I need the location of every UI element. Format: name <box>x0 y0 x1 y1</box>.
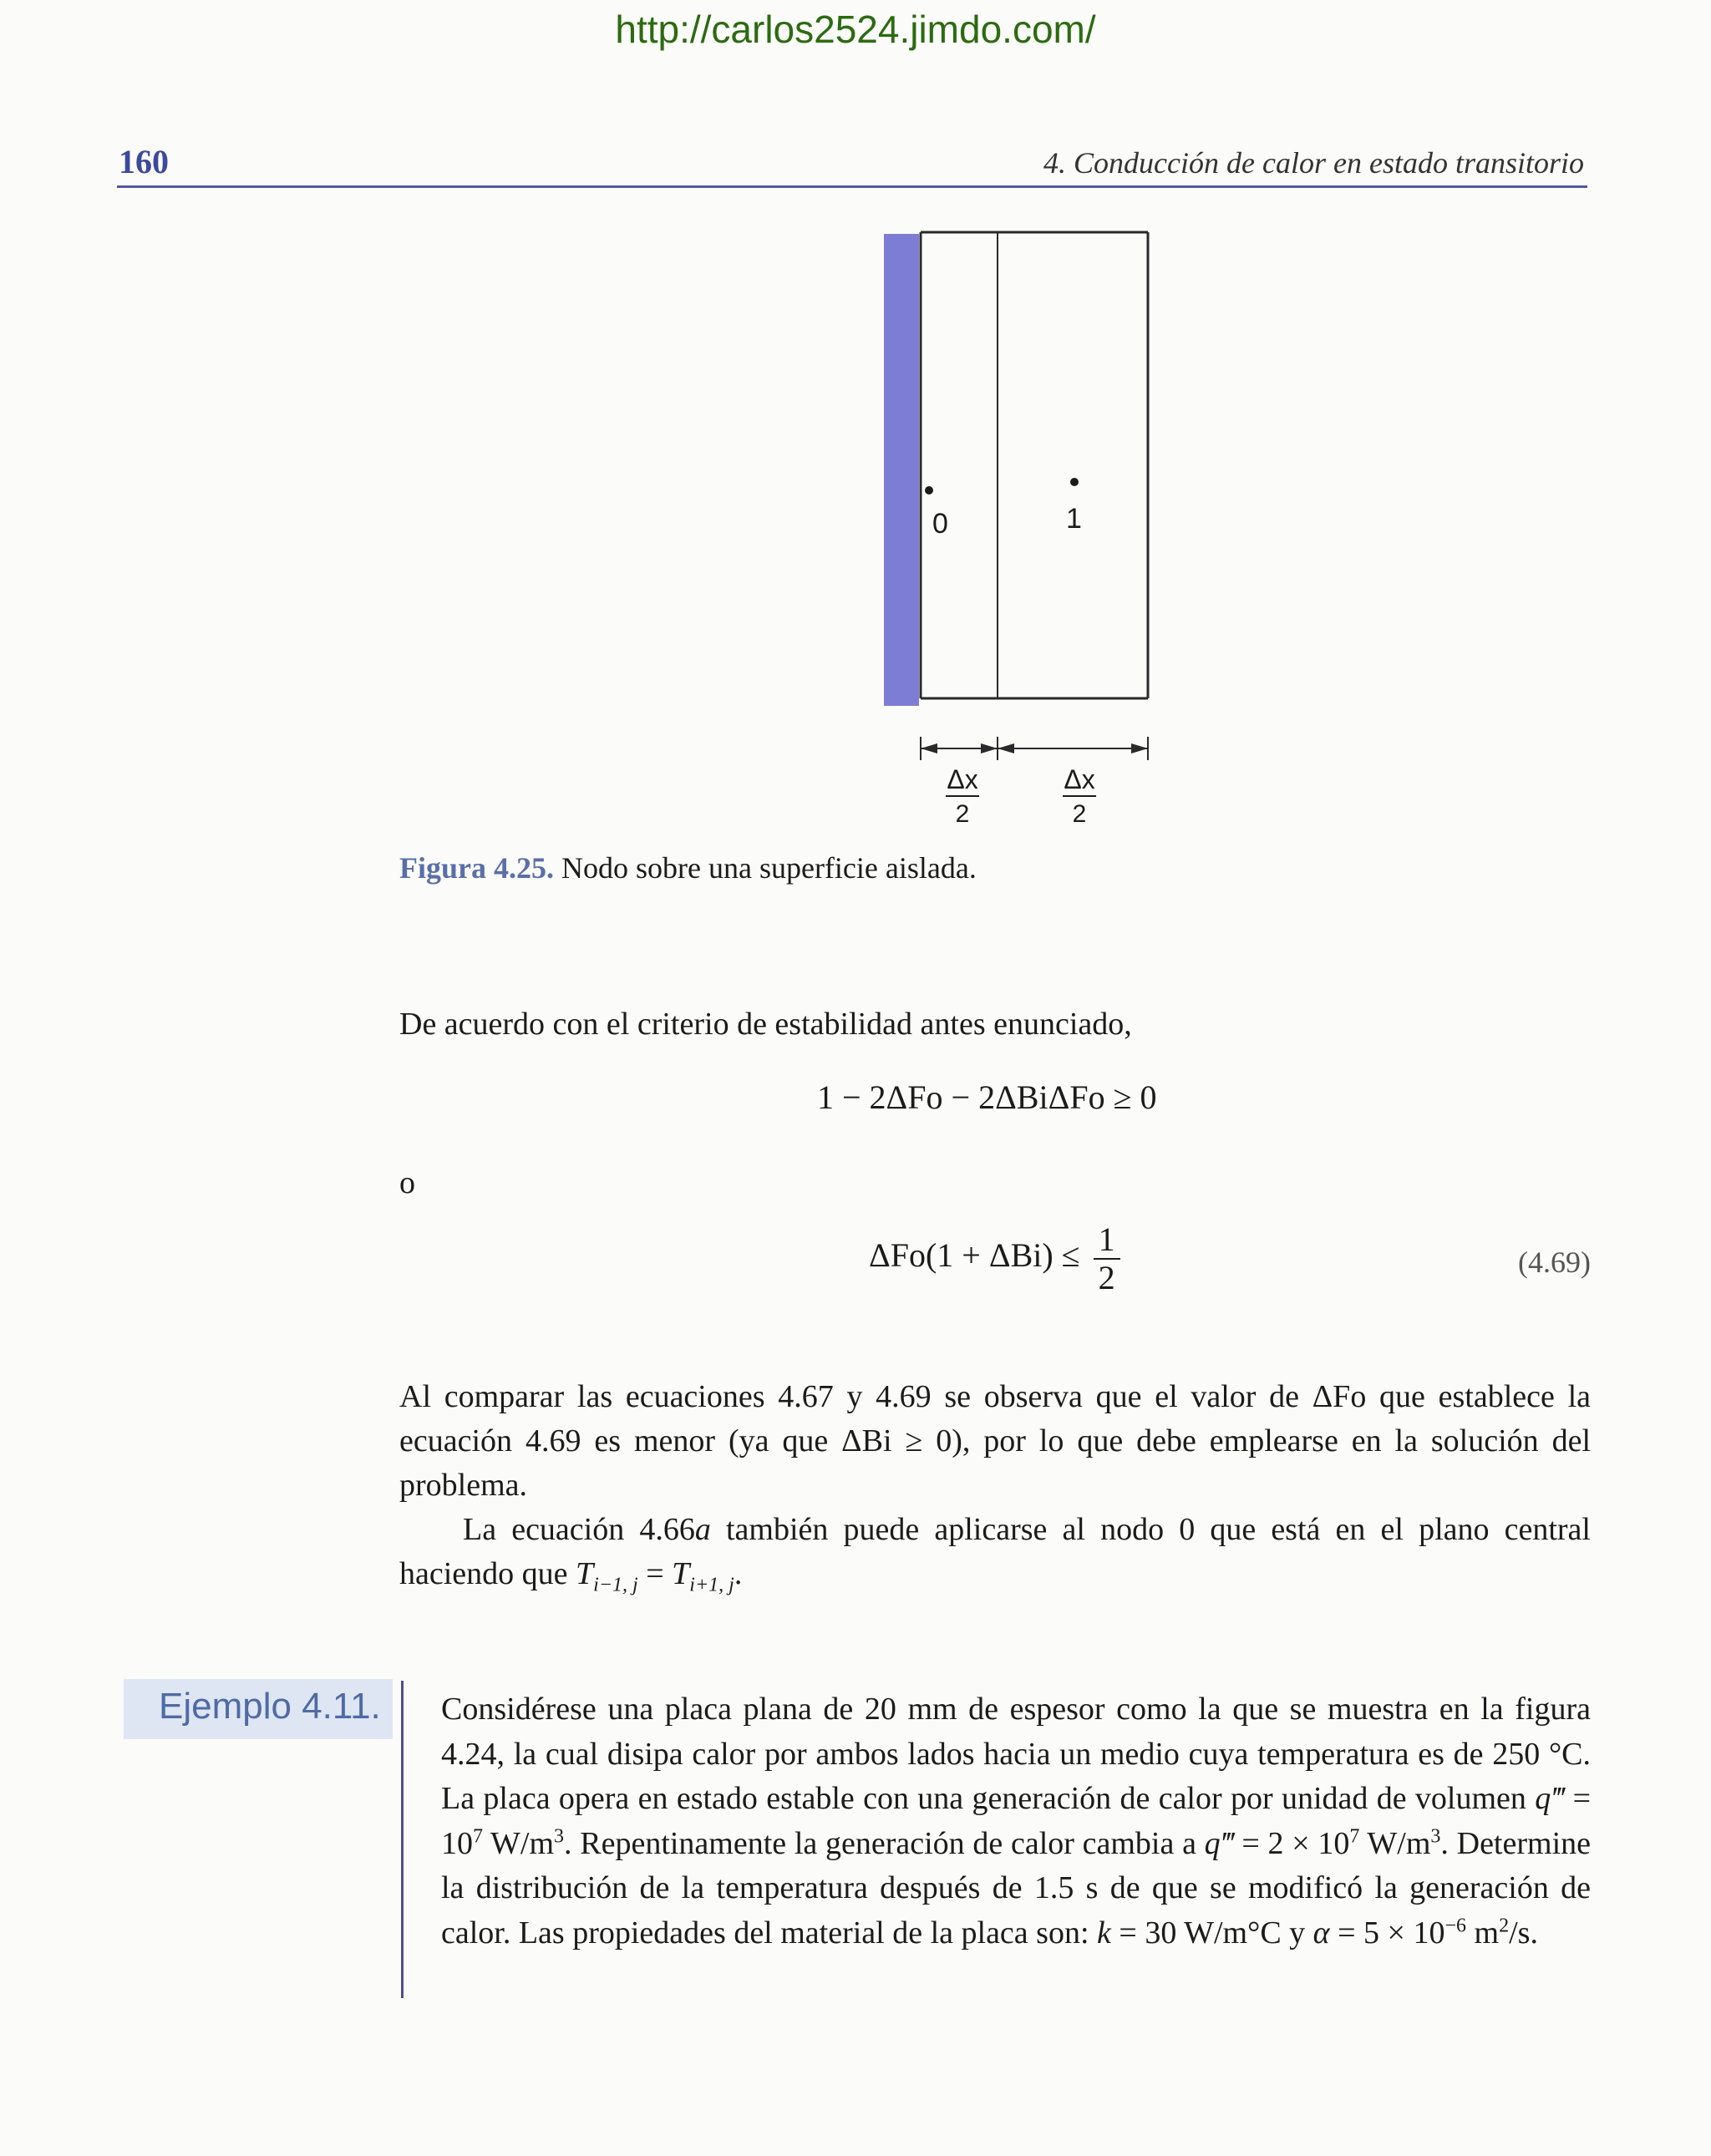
dx-left-numerator: Δx <box>947 764 978 794</box>
figure-caption <box>399 850 977 885</box>
example-vertical-rule <box>401 1681 404 1998</box>
comparison-paragraph: Al comparar las ecuaciones 4.67 y 4.69 se observa que el valor de ΔFo que establece la ecuación 4.69 es menor (ya que ΔBi ≥ 0), por lo que debe emplearse en la solución del problema. <box>399 1379 1591 1503</box>
dx-left-denominator: 2 <box>955 800 970 828</box>
node-1-label: 1 <box>1066 503 1082 535</box>
dx-right-denominator: 2 <box>1072 800 1087 828</box>
figure-caption-text: Nodo sobre una superficie aislada. <box>554 851 977 885</box>
equation-4-69-denominator: 2 <box>1098 1259 1115 1296</box>
node-0-dot <box>925 486 933 495</box>
node-figure <box>861 226 1195 844</box>
arrowhead-mid-left <box>981 743 998 753</box>
equation-number: (4.69) <box>1518 1245 1591 1279</box>
equation-4-69-fraction <box>1094 1221 1120 1296</box>
source-url[interactable]: http://carlos2524.jimdo.com/ <box>615 8 1096 51</box>
equation-4-69-lhs: ΔFo(1 + ΔBi) ≤ <box>869 1236 1080 1275</box>
example-statement: Considérese una placa plana de 20 mm de espesor como la que se muestra en la figura 4.24, la cual disipa calor por ambos lados hacia un medio cuya temperatura es de 250 °C. La placa opera en estado estable con una generación de calor por unidad de volumen q‴ = $10^7$ $W/m^3$. Repentinamente la generación de calor cambia a q‴ = $2 \times 10^7$ $W/m^3$. Determine la distribución de la temperatura después de 1.5 s de que se modificó la generación de calor. Las propiedades del material de la placa son: k = 30 W/m°C y $\alpha = 5 \times 10^{-6}$ $m^2/s$. <box>441 1692 1592 1951</box>
figure-caption-label: Figura 4.25. <box>399 851 554 885</box>
running-head: 4. Conducción de calor en estado transitorio <box>1043 146 1584 180</box>
dx-right-numerator: Δx <box>1064 764 1095 794</box>
node-1-dot <box>1070 478 1079 486</box>
header-rule <box>117 185 1587 188</box>
equation-4-69 <box>869 1221 1120 1296</box>
intro-paragraph: De acuerdo con el criterio de estabilidad antes enunciado, <box>399 1007 1132 1042</box>
example-label: Ejemplo 4.11. <box>159 1686 381 1727</box>
arrowhead-mid-right <box>998 743 1014 753</box>
arrowhead-right <box>1131 743 1148 753</box>
central-node-paragraph: La ecuación 4.66a también puede aplicarse al nodo 0 que está en el plano central haciendo que $T_{i-1, j} = T_{i+1, j}$. <box>399 1512 1591 1596</box>
node-0-label: 0 <box>932 508 948 540</box>
equation-4-69-numerator: 1 <box>1094 1221 1120 1260</box>
stability-inequality: 1 − 2ΔFo − 2ΔBiΔFo ≥ 0 <box>817 1078 1157 1116</box>
page-number: 160 <box>119 143 169 180</box>
or-connector: o <box>399 1165 415 1200</box>
insulated-wall <box>884 234 919 706</box>
arrowhead-left <box>921 743 937 753</box>
